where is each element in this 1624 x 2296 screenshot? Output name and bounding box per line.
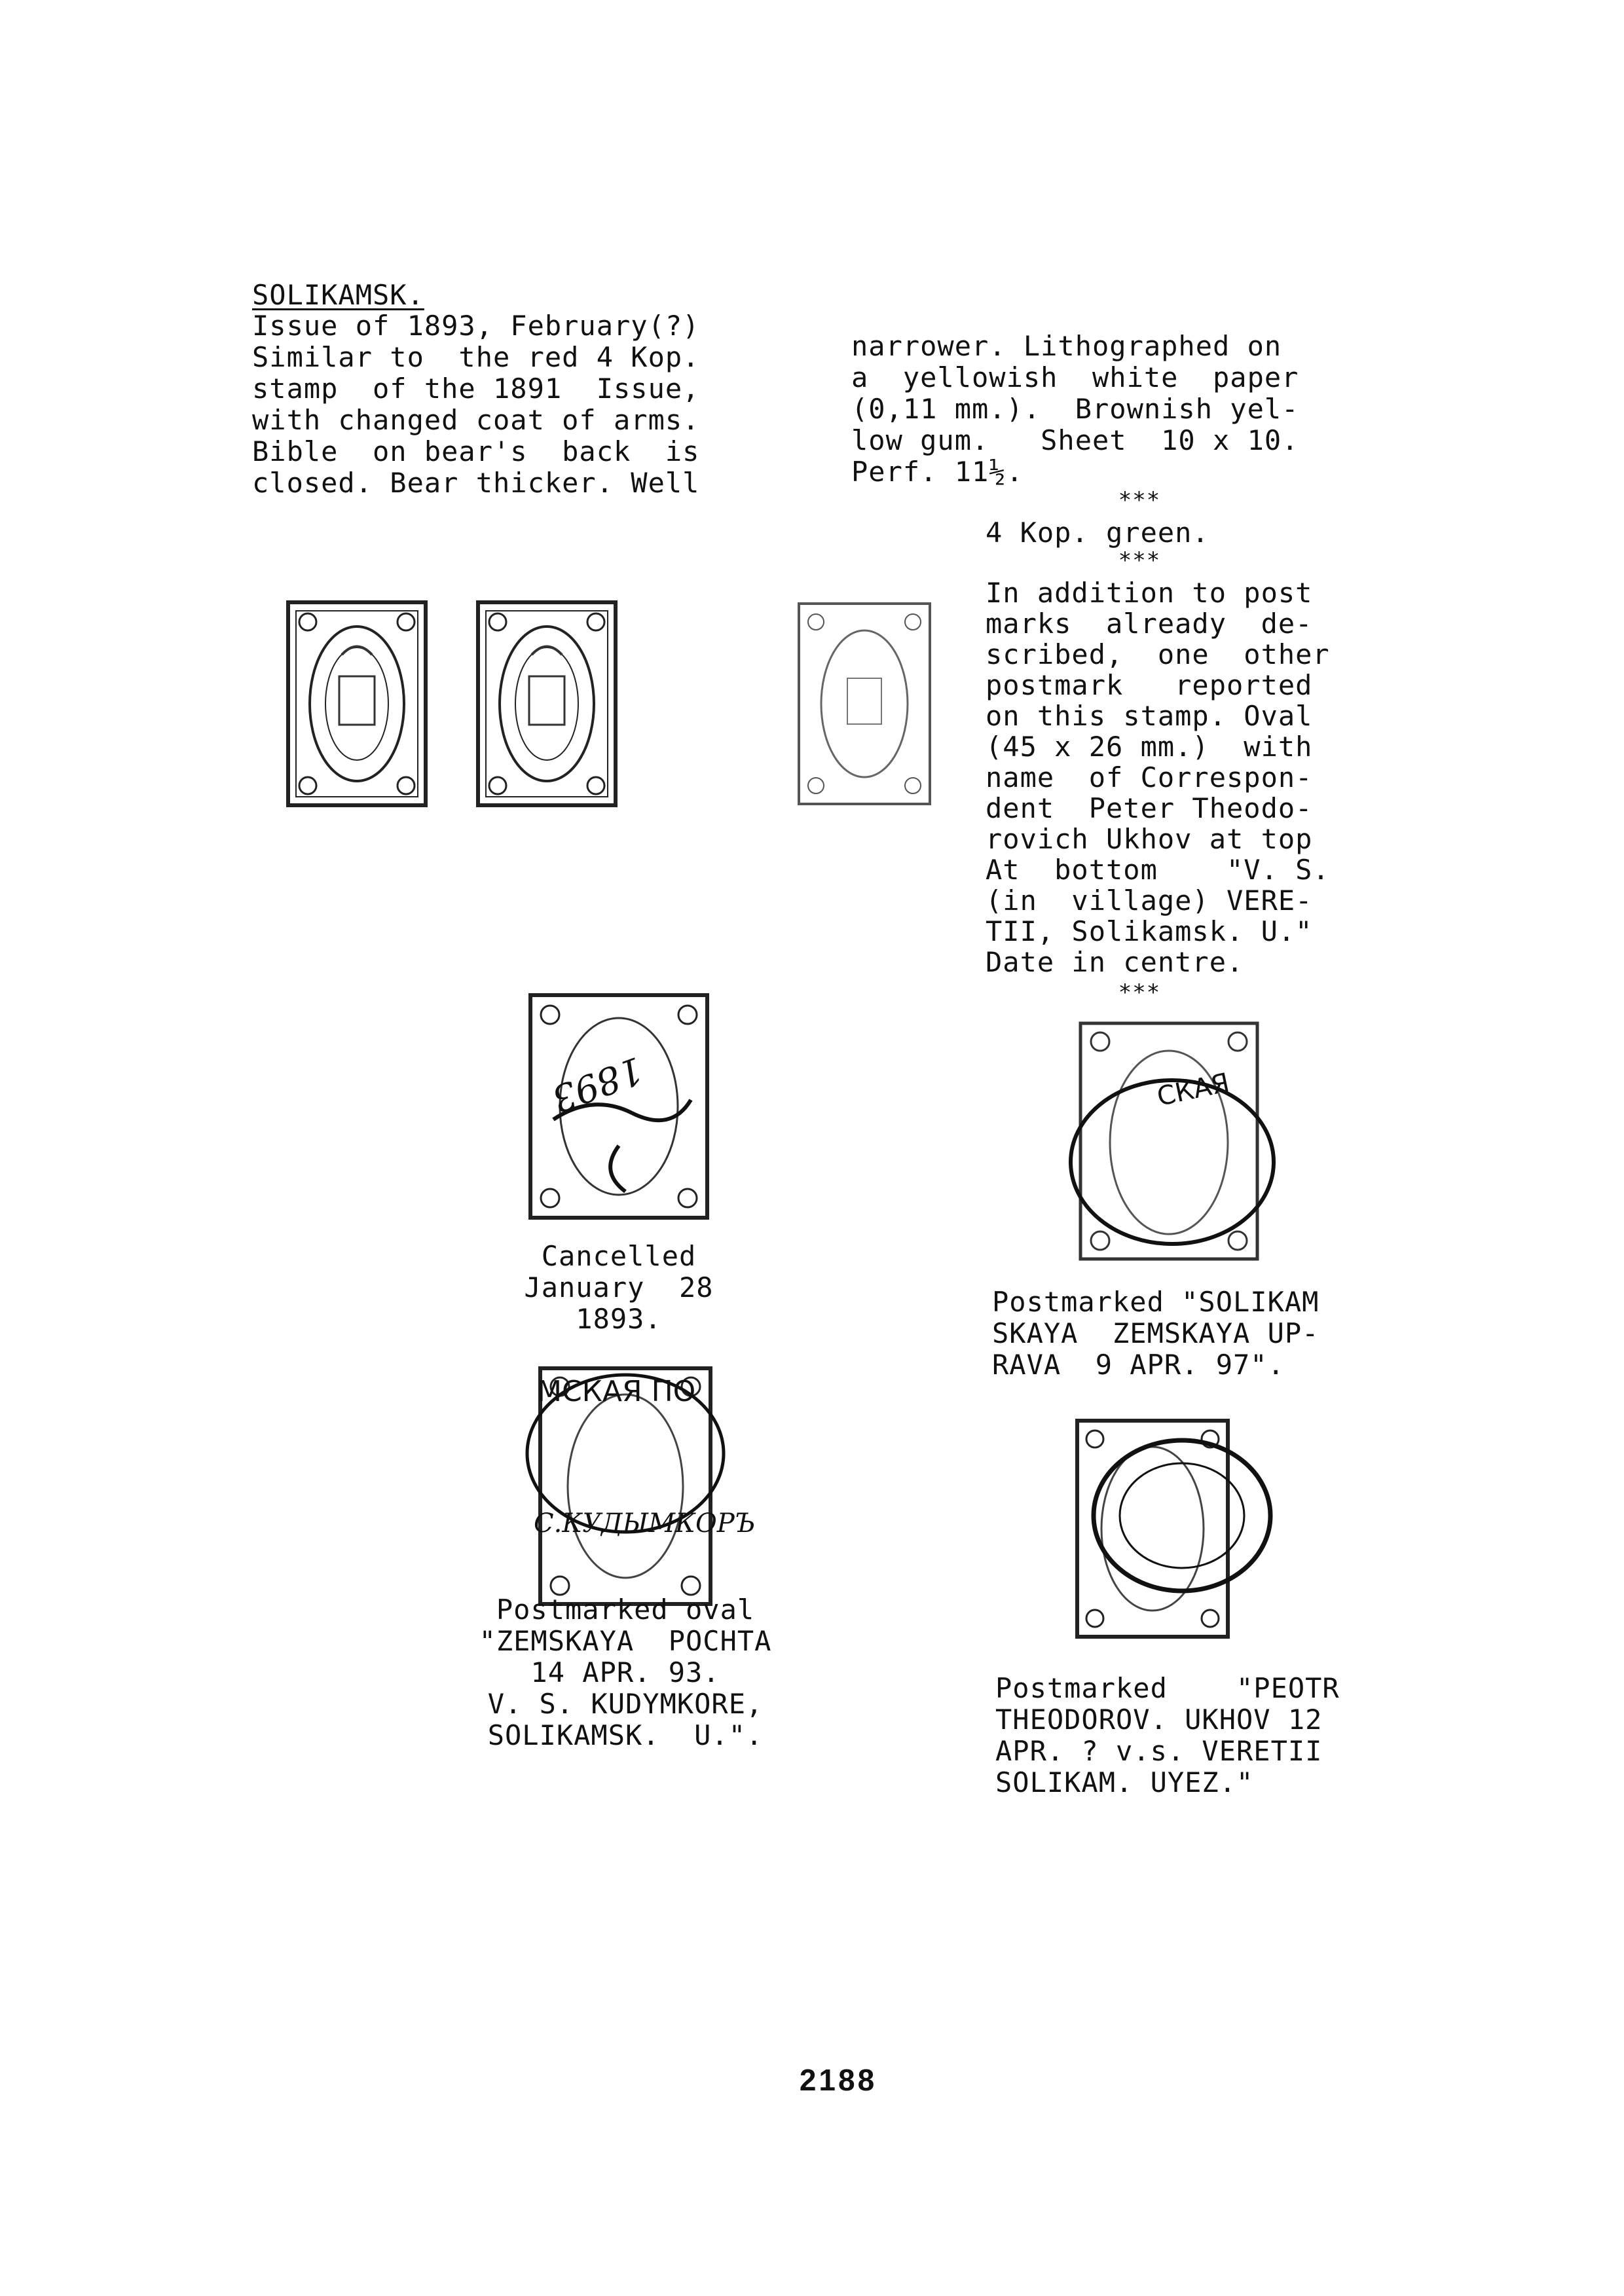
- intro-line: closed. Bear thicker. Well: [252, 467, 700, 499]
- intro-line: with changed coat of arms.: [252, 404, 700, 436]
- intro-line: stamp of the 1891 Issue,: [252, 373, 700, 405]
- note-line: In addition to post: [986, 577, 1313, 609]
- separator: ***: [1118, 487, 1161, 513]
- zemskaya-postmark-top: МСКАЯ ПО: [537, 1375, 696, 1408]
- note-line: on this stamp. Oval: [986, 700, 1313, 732]
- description-line: narrower. Lithographed on: [851, 330, 1282, 362]
- caption-line: RAVA 9 APR. 97".: [992, 1349, 1285, 1381]
- note-line: name of Correspon-: [986, 761, 1313, 793]
- intro-line: Issue of 1893, February(?): [252, 310, 700, 342]
- caption-line: Postmarked "SOLIKAM: [992, 1286, 1320, 1318]
- stamp-image-zemskaya: [524, 1355, 756, 1617]
- note-line: TII, Solikamsk. U.": [986, 915, 1313, 947]
- caption-line: 1893.: [576, 1303, 662, 1335]
- intro-line: Bible on bear's back is: [252, 435, 700, 467]
- caption-line: SKAYA ZEMSKAYA UP-: [992, 1317, 1320, 1349]
- stamp-image-green: [792, 596, 936, 812]
- stamp-image-right: [471, 592, 622, 815]
- separator: ***: [1118, 547, 1161, 574]
- note-line: Date in centre.: [986, 946, 1244, 978]
- stamp-image-left: [282, 592, 432, 815]
- pen-cancel-year: 1893: [546, 1048, 649, 1120]
- note-line: (in village) VERE-: [986, 884, 1313, 917]
- note-line: scribed, one other: [986, 638, 1330, 670]
- caption-line: SOLIKAM. UYEZ.": [995, 1766, 1254, 1798]
- description-line: a yellowish white paper: [851, 361, 1299, 393]
- intro-line: Similar to the red 4 Kop.: [252, 341, 700, 373]
- caption-line: Postmarked oval: [496, 1594, 755, 1626]
- separator: ***: [1118, 979, 1161, 1006]
- description-line: (0,11 mm.). Brownish yel-: [851, 393, 1299, 425]
- description-line: low gum. Sheet 10 x 10.: [851, 424, 1299, 456]
- note-line: dent Peter Theodo-: [986, 792, 1313, 824]
- caption-line: January 28: [524, 1271, 714, 1303]
- page-number: 2188: [799, 2063, 877, 2097]
- value-label: 4 Kop. green.: [986, 517, 1209, 549]
- caption-line: SOLIKAMSK. U.".: [487, 1719, 764, 1751]
- stamp-image-solikam: [1061, 1011, 1277, 1273]
- caption-line: "ZEMSKAYA POCHTA: [479, 1625, 772, 1657]
- stamp-image-pen-cancelled: [521, 982, 717, 1231]
- solikam-postmark-arc: СКАЯ: [1154, 1067, 1232, 1112]
- page-heading: SOLIKAMSK.: [252, 279, 424, 311]
- caption-line: Postmarked "PEOTR: [995, 1672, 1340, 1704]
- stamp-image-peotr: [1067, 1408, 1277, 1656]
- caption-line: APR. ? v.s. VERETII: [995, 1735, 1323, 1767]
- description-line: Perf. 11½.: [851, 456, 1024, 488]
- note-line: (45 x 26 mm.) with: [986, 731, 1313, 763]
- caption-line: V. S. KUDYMKORE,: [487, 1688, 764, 1720]
- zemskaya-postmark-bottom: С.КУДЫМКОРЪ: [534, 1508, 756, 1539]
- note-line: postmark reported: [986, 669, 1313, 701]
- caption-line: 14 APR. 93.: [530, 1656, 720, 1688]
- note-line: marks already de-: [986, 608, 1313, 640]
- note-line: At bottom "V. S.: [986, 854, 1330, 886]
- caption-line: THEODOROV. UKHOV 12: [995, 1704, 1323, 1736]
- caption-line: Cancelled: [541, 1240, 697, 1272]
- note-line: rovich Ukhov at top: [986, 823, 1313, 855]
